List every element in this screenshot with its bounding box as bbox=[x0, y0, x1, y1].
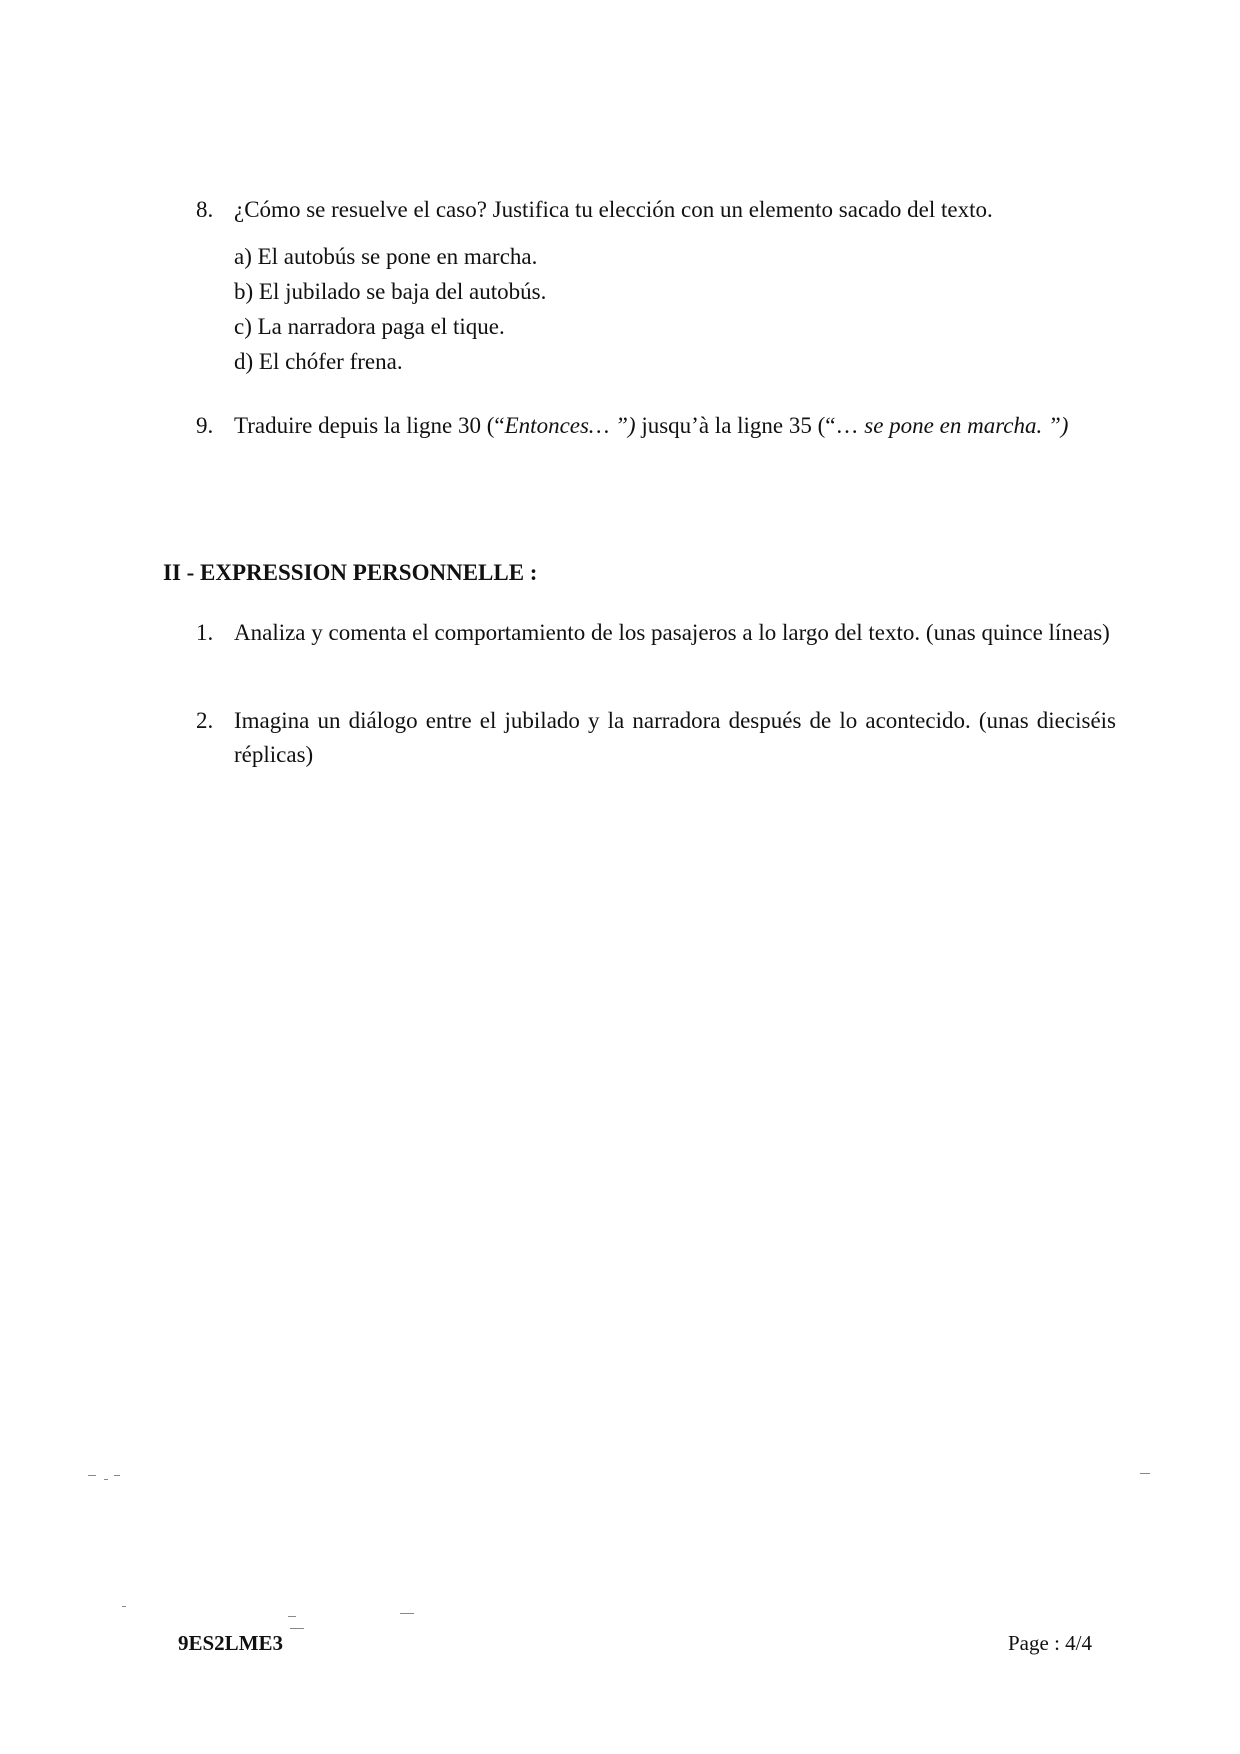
scan-speck bbox=[1140, 1473, 1150, 1474]
text-part: Traduire depuis la ligne 30 (“ bbox=[234, 413, 505, 438]
question-number: 8. bbox=[196, 197, 214, 222]
scan-speck bbox=[288, 1616, 296, 1617]
question-number: 2. bbox=[196, 708, 214, 733]
expression-question-2 bbox=[196, 704, 1116, 774]
option-b: b) El jubilado se baja del autobús. bbox=[234, 279, 547, 304]
scan-speck bbox=[114, 1475, 120, 1476]
question-text bbox=[234, 409, 1116, 443]
question-number: 1. bbox=[196, 620, 214, 645]
question-text: ¿Cómo se resuelve el caso? Justifica tu elección con un elemento sacado del texto. bbox=[234, 197, 993, 222]
page-number: Page : 4/4 bbox=[1008, 1631, 1092, 1655]
scan-speck bbox=[400, 1613, 414, 1614]
question-number: 9. bbox=[196, 413, 214, 438]
question-text: Analiza y comenta el comportamiento de los pasajeros a lo largo del texto. (unas quince líneas) bbox=[234, 620, 1110, 645]
section-title: II - EXPRESSION PERSONNELLE : bbox=[163, 560, 538, 585]
scan-speck bbox=[122, 1606, 126, 1607]
quote-end: se pone en marcha. ”) bbox=[864, 413, 1069, 438]
question-text: Imagina un diálogo entre el jubilado y la narradora después de lo acontecido. (unas dieciséis réplicas) bbox=[234, 708, 1116, 767]
expression-question-1 bbox=[196, 616, 1116, 686]
question-8 bbox=[196, 193, 1116, 229]
quote-start: Entonces… ”) bbox=[504, 413, 636, 438]
option-c: c) La narradora paga el tique. bbox=[234, 314, 505, 339]
document-code: 9ES2LME3 bbox=[178, 1631, 284, 1655]
option-d: d) El chófer frena. bbox=[234, 349, 403, 374]
question-9 bbox=[196, 409, 1116, 479]
question-8-options bbox=[234, 240, 934, 380]
text-part: jusqu’à la ligne 35 (“… bbox=[635, 413, 865, 438]
scan-speck bbox=[290, 1628, 304, 1629]
scan-speck bbox=[88, 1475, 96, 1476]
option-a: a) El autobús se pone en marcha. bbox=[234, 244, 538, 269]
scan-speck bbox=[104, 1479, 108, 1480]
